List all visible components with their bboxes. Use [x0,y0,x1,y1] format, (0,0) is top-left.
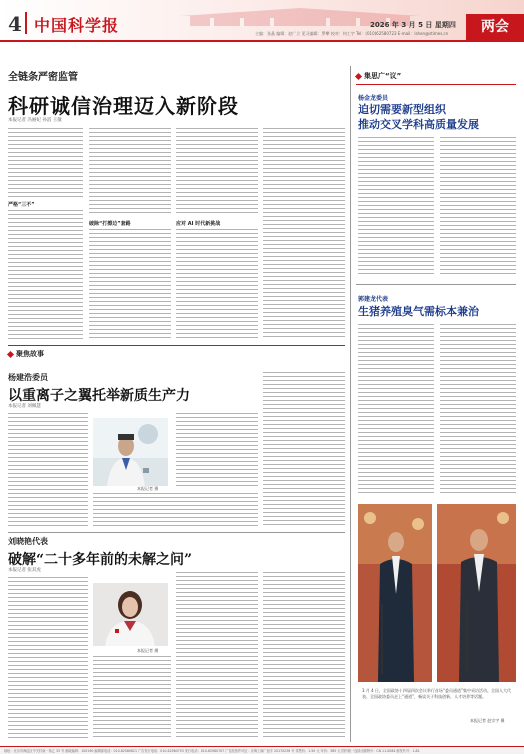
right2-headline: 生猪养殖臭气需标本兼治 [358,305,479,318]
right1-text-col1 [358,137,434,277]
story1-kicker: 杨建浩委员 [8,373,48,382]
diamond-icon [7,350,14,357]
right-photo-credit: 本报记者 赵宗宇 摄 [470,718,505,723]
right1-text-col2 [440,137,516,277]
story-band-rule [8,345,345,346]
story1-portrait-image [93,418,168,486]
story1-byline: 本报记者 刘佩慧 [8,404,41,409]
editor-contact: 主编：张晶 编辑：赵广立 见习编辑：罗攀 校对：何工宇 Tel：(010)62580723 E-mail：lshen@stimes.cn [255,31,449,36]
story-band-label: 聚焦故事 [16,350,44,358]
story2-photo-credit: 本报记者 摄 [137,648,159,653]
right2-text-col1 [358,324,434,496]
lead-kicker: 全链条严密监管 [8,72,78,83]
right-photo-caption: 3 月 4 日，全国政协十四届四次会议举行首场“委员通道”集中采访活动。全国人大代表、全国政协委员走上“通道”，畅谈关于科技创新、人才培养等话题。 [362,688,512,699]
right-photo-left [358,504,432,682]
delegate-right-image [437,504,516,682]
lead-subhead-3: 应对 AI 时代新挑战 [176,221,221,227]
page-number: 4 [8,12,22,36]
lead-subhead-2: 破除“打擦边”套路 [89,221,131,227]
masthead-logo: 中国科学报 [34,16,120,35]
lead-text-col2b [89,229,171,340]
lead-text-col2a [89,128,171,216]
story1-text-col4 [263,372,345,527]
story2-text-col1 [8,577,88,740]
lead-text-col4 [263,128,345,340]
page-number-divider [25,12,27,34]
right2-rule [356,284,516,285]
lead-headline: 科研诚信治理迈入新阶段 [8,94,239,118]
story1-text-col1 [8,413,88,527]
lead-byline: 本报记者 冯丽妃 孙滔 王敏 [8,118,62,123]
lead-text-col3b [176,229,258,340]
right1-headline-line2: 推动交叉学科高质量发展 [358,118,479,131]
story2-rule [8,532,345,533]
story2-photo [93,583,168,646]
story1-text-col3a [176,413,258,487]
right2-text-col2 [440,324,516,496]
column-divider [350,66,351,742]
right1-headline-line1: 迫切需要新型组织 [358,103,446,116]
right1-kicker: 杨金龙委员 [358,95,389,102]
section-tag: 两会 [466,14,524,40]
story1-photo [93,418,168,486]
story2-text-col3 [176,572,258,740]
right-band-rule [356,84,516,85]
story2-byline: 本报记者 张双虎 [8,568,41,573]
page-footer: 地址：北京市海淀区中关村南一条乙 33 号 邮政编码：100190 编辑部电话：010-62580621 广告发行电话：010-62580753 发行电话：010-62580707 广告经营许可证：京海工商广登字 20170236 号 零售价：1.50 元 年价：365 元 国内统一连续出版物号：CN 11-0084 邮发代号：1-82 [0,746,524,754]
story2-headline: 破解“二十多年前的未解之问” [8,552,193,568]
right-band [356,70,401,82]
issue-date: 2026 年 3 月 5 日 星期四 [370,21,456,29]
lead-text-col3a [176,128,258,216]
right-band-label: 集思广“议” [364,72,402,80]
story2-kicker: 刘晓艳代表 [8,537,48,546]
lead-text-col1a [8,128,83,198]
story1-photo-credit: 本报记者 摄 [137,486,159,491]
right-photo-right [437,504,516,682]
story2-text-col4 [263,572,345,740]
lead-subhead-1: 严格“三不” [8,202,35,208]
story2-text-col2 [93,656,171,740]
lead-text-col1b [8,210,83,340]
page-header [0,0,524,42]
story1-headline: 以重离子之翼托举新质生产力 [8,388,190,404]
story-band [8,348,44,360]
story2-portrait-image [93,583,168,646]
diamond-icon [355,72,362,79]
delegate-left-image [358,504,432,682]
story1-text-bottom [93,493,258,527]
right2-kicker: 郭建龙代表 [358,296,389,303]
